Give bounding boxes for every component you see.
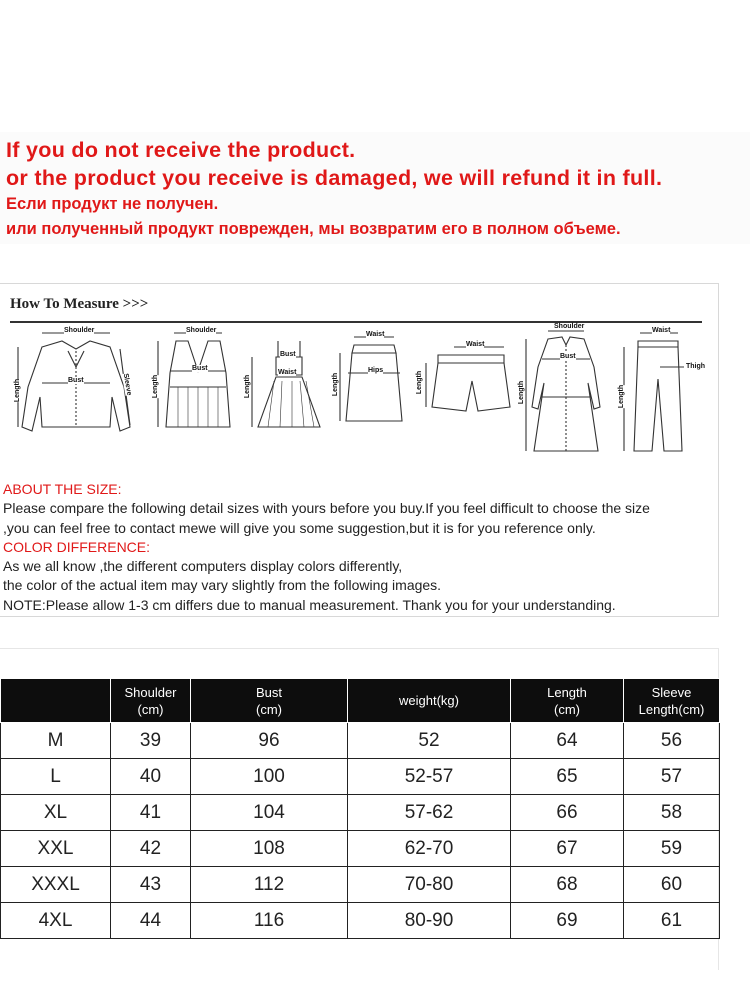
table-row xyxy=(1,795,720,831)
shirt-diagram-icon xyxy=(12,327,140,477)
cell-length: 66 xyxy=(511,795,624,831)
table-row xyxy=(1,759,720,795)
vest-diagram-icon xyxy=(148,327,248,477)
cell-sleeve: 57 xyxy=(624,759,720,795)
size-info-text xyxy=(3,480,715,615)
skirt-hips-label: Hips xyxy=(368,367,384,374)
measure-title: How To Measure >>> xyxy=(10,296,149,312)
cell-shoulder: 41 xyxy=(111,795,191,831)
cell-length: 64 xyxy=(511,723,624,759)
measurement-note: NOTE:Please allow 1-3 cm differs due to manual measurement. Thank you for your understanding. xyxy=(3,596,616,613)
cell-length: 69 xyxy=(511,903,624,939)
how-to-measure-panel xyxy=(0,283,719,617)
about-size-label: ABOUT THE SIZE: xyxy=(3,481,122,497)
dress-waist-label: Waist xyxy=(278,369,297,376)
cell-weight: 52 xyxy=(348,723,511,759)
cell-size: XL xyxy=(1,795,111,831)
cell-size: L xyxy=(1,759,111,795)
cell-shoulder: 44 xyxy=(111,903,191,939)
pants-thigh-label: Thigh xyxy=(686,363,706,370)
cell-bust: 100 xyxy=(191,759,348,795)
cell-bust: 108 xyxy=(191,831,348,867)
header-sleeve-length: Sleeve Length(cm) xyxy=(624,679,720,723)
refund-notice xyxy=(0,132,750,244)
cell-weight: 62-70 xyxy=(348,831,511,867)
header-weight: weight(kg) xyxy=(348,679,511,723)
header-size xyxy=(1,679,111,723)
cell-weight: 80-90 xyxy=(348,903,511,939)
shorts-waist-label: Waist xyxy=(466,341,485,348)
dress-length-label: Length xyxy=(244,374,252,399)
cell-bust: 104 xyxy=(191,795,348,831)
table-row xyxy=(1,903,720,939)
color-difference-label: COLOR DIFFERENCE: xyxy=(3,538,151,555)
color-difference-line2: the color of the actual item may vary slightly from the following images. xyxy=(3,577,442,594)
measure-divider xyxy=(10,321,702,323)
cell-sleeve: 56 xyxy=(624,723,720,759)
cell-size: M xyxy=(1,723,111,759)
table-row xyxy=(1,867,720,903)
shirt-sleeve-label: Sleeve xyxy=(121,372,133,397)
skirt-diagram-icon xyxy=(334,327,414,477)
cell-weight: 70-80 xyxy=(348,867,511,903)
coat-diagram-icon xyxy=(518,323,614,477)
pants-waist-label: Waist xyxy=(652,327,671,334)
pants-length-label: Length xyxy=(618,384,626,409)
about-size-line1: Please compare the following detail sizes with yours before you buy.If you feel difficult to choose the size xyxy=(3,500,650,517)
cell-sleeve: 60 xyxy=(624,867,720,903)
cell-shoulder: 39 xyxy=(111,723,191,759)
vest-shoulder-label: Shoulder xyxy=(186,327,217,334)
shorts-diagram-icon xyxy=(416,327,516,477)
notice-en-line1: If you do not receive the product. xyxy=(6,138,356,162)
shirt-bust-label: Bust xyxy=(68,377,84,384)
coat-bust-label: Bust xyxy=(560,353,576,360)
header-bust: Bust (cm) xyxy=(191,679,348,723)
cell-bust: 112 xyxy=(191,867,348,903)
size-chart xyxy=(0,648,719,970)
header-shoulder: Shoulder (cm) xyxy=(111,679,191,723)
notice-en-line2: or the product you receive is damaged, we will refund it in full. xyxy=(6,166,663,190)
cell-size: XXXL xyxy=(1,867,111,903)
shorts-length-label: Length xyxy=(416,370,424,395)
cell-length: 68 xyxy=(511,867,624,903)
cell-length: 65 xyxy=(511,759,624,795)
cell-weight: 52-57 xyxy=(348,759,511,795)
cell-size: 4XL xyxy=(1,903,111,939)
cell-shoulder: 42 xyxy=(111,831,191,867)
cell-weight: 57-62 xyxy=(348,795,511,831)
cell-sleeve: 59 xyxy=(624,831,720,867)
dress-diagram-icon xyxy=(244,327,328,477)
cell-shoulder: 40 xyxy=(111,759,191,795)
pants-diagram-icon xyxy=(616,327,708,477)
coat-shoulder-label: Shoulder xyxy=(554,323,585,330)
size-table-header-row xyxy=(1,679,720,723)
cell-shoulder: 43 xyxy=(111,867,191,903)
cell-size: XXL xyxy=(1,831,111,867)
cell-sleeve: 61 xyxy=(624,903,720,939)
skirt-length-label: Length xyxy=(332,372,340,397)
garment-figures xyxy=(8,323,708,477)
cell-bust: 116 xyxy=(191,903,348,939)
vest-bust-label: Bust xyxy=(192,365,208,372)
cell-bust: 96 xyxy=(191,723,348,759)
color-difference-line1: As we all know ,the different computers display colors differently, xyxy=(3,558,403,575)
vest-length-label: Length xyxy=(152,374,160,399)
about-size-line2: ,you can feel free to contact mewe will give you some suggestion,but it is for you reference only. xyxy=(3,519,596,536)
notice-ru-line2: или полученный продукт поврежден, мы возвратим его в полном объеме. xyxy=(6,220,621,238)
dress-bust-label: Bust xyxy=(280,351,296,358)
table-row xyxy=(1,723,720,759)
header-length: Length (cm) xyxy=(511,679,624,723)
skirt-waist-label: Waist xyxy=(366,331,385,338)
cell-length: 67 xyxy=(511,831,624,867)
shirt-shoulder-label: Shoulder xyxy=(64,327,95,334)
notice-ru-line1: Если продукт не получен. xyxy=(6,195,219,213)
coat-length-label: Length xyxy=(518,380,526,405)
table-row xyxy=(1,831,720,867)
size-table xyxy=(0,678,720,939)
cell-sleeve: 58 xyxy=(624,795,720,831)
shirt-length-label: Length xyxy=(14,378,22,403)
